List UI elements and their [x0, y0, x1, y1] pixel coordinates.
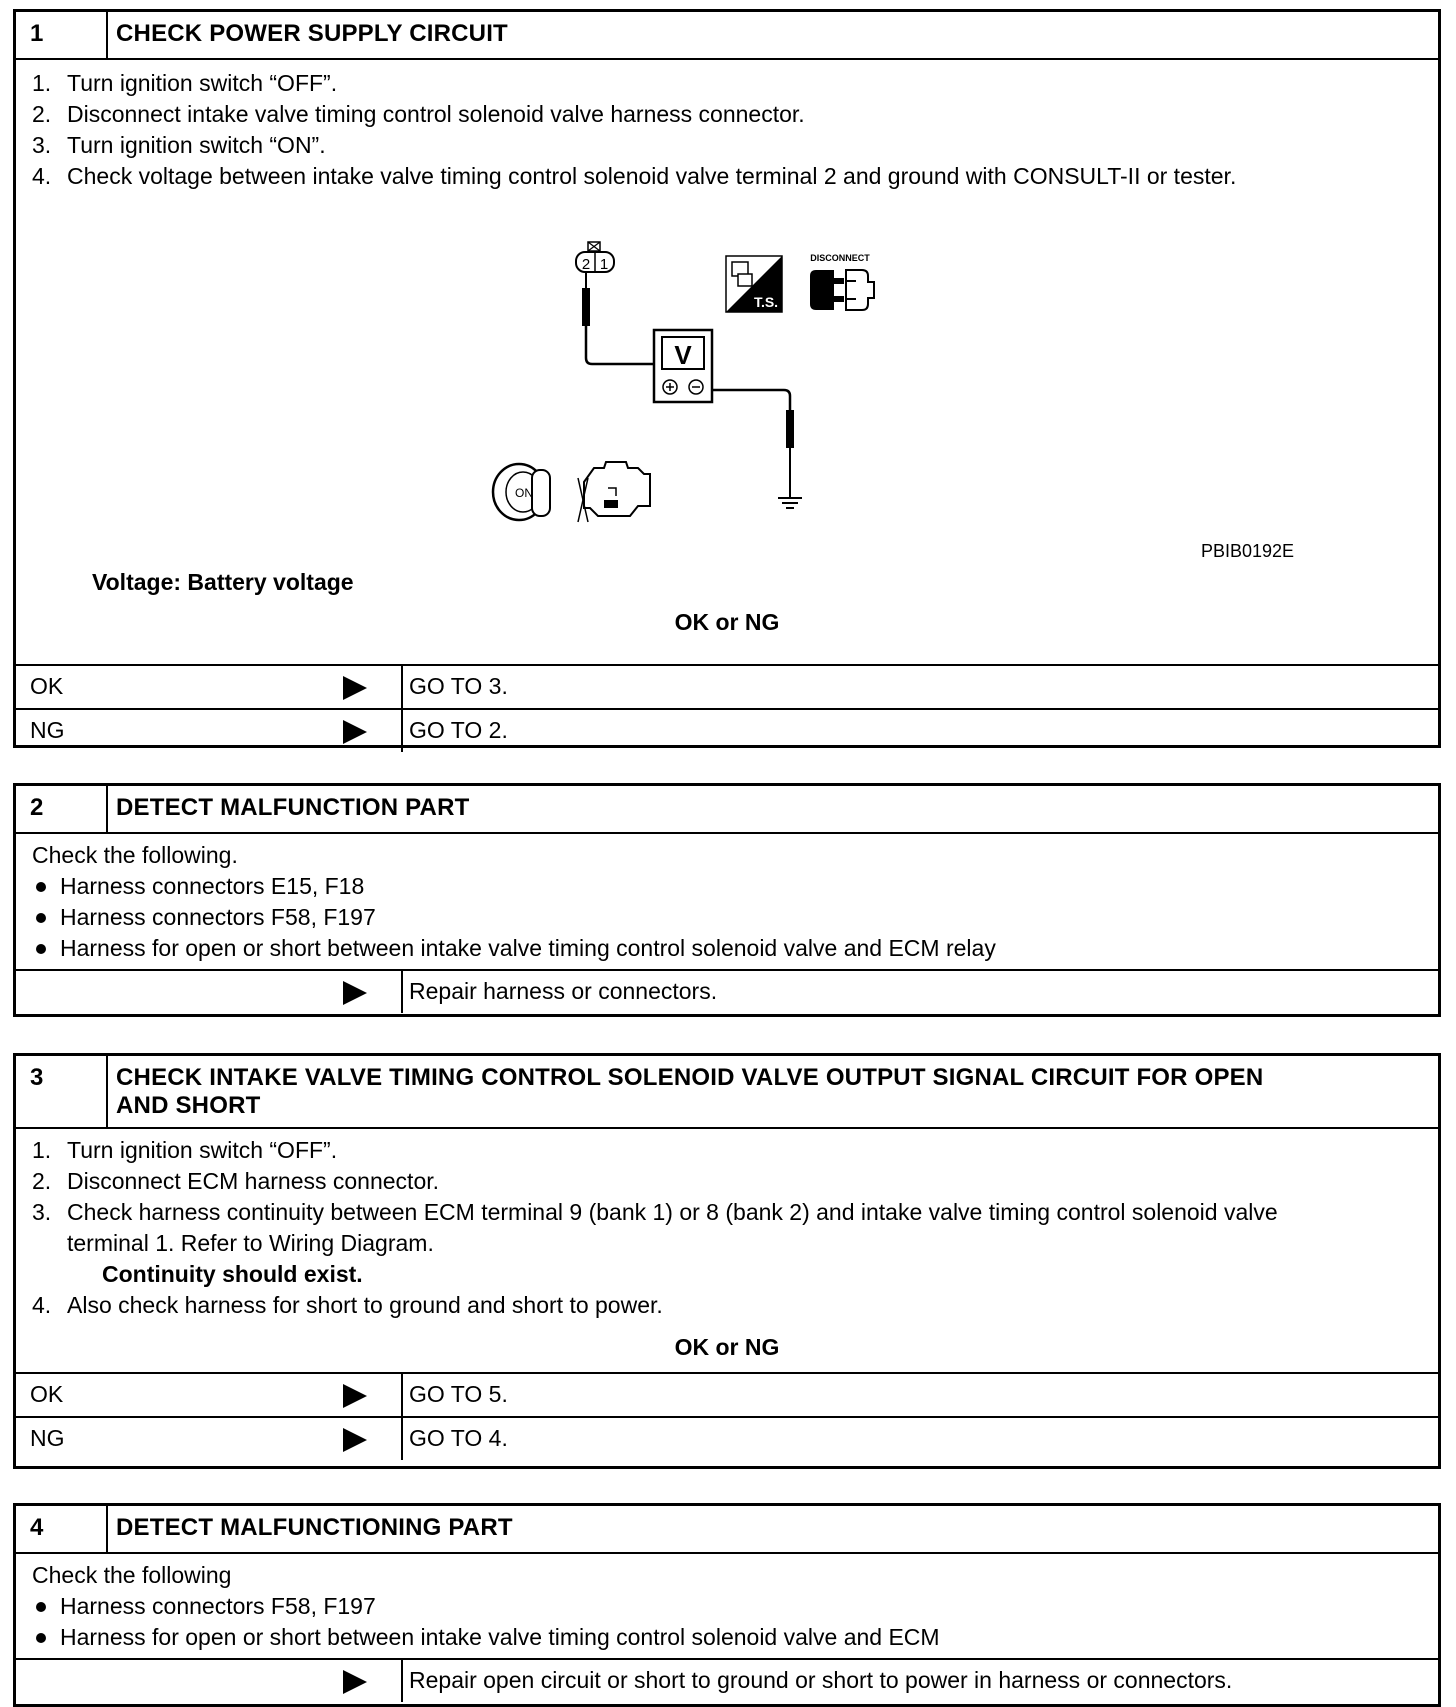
voltage-check-diagram [515, 230, 996, 530]
step-title: DETECT MALFUNCTIONING PART [116, 1514, 513, 1541]
step-4-body: Check the following Harness connectors F58, F197 Harness for open or short between intake valve timing control solenoid valve and ECM [32, 1562, 940, 1650]
connector-pin-2: 2 [581, 256, 591, 273]
step-3-block [13, 1053, 1441, 1469]
step-3-body: 1. Turn ignition switch “OFF”. 2. Disconnect ECM harness connector. 3. Check harness continuity between ECM terminal 9 (bank 1) or 8 (bank 2) and intake valve timing control solenoid valve terminal 1. Refer to Wiring Diagram. Continuity should exist. 4. Also check harness for short to ground and short to power. OK or NG [16, 1129, 1438, 1372]
ok-ng-label: OK or NG [674, 1334, 780, 1360]
arrow-right-icon [343, 1428, 367, 1452]
ok-ng-label: OK or NG [674, 609, 780, 635]
arrow-right-icon [343, 720, 367, 744]
step-number: 2 [16, 786, 108, 832]
step-2-body: Check the following. Harness connectors E15, F18 Harness connectors F58, F197 Harness for open or short between intake valve timing control solenoid valve and ECM relay [32, 842, 996, 961]
voltmeter-icon [654, 330, 712, 402]
result-row: Repair harness or connectors. [16, 969, 1438, 1013]
engine-icon [578, 462, 650, 522]
figure-code: PBIB0192E [1201, 541, 1295, 561]
step-3-header [16, 1056, 1438, 1129]
result-row: Repair open circuit or short to ground or short to power in harness or connectors. [16, 1658, 1438, 1702]
step-number: 4 [16, 1506, 108, 1552]
step-title: DETECT MALFUNCTION PART [116, 794, 470, 821]
svg-text:DISCONNECT: DISCONNECT [810, 253, 870, 263]
ts-icon [726, 256, 782, 312]
svg-text:T.S.: T.S. [753, 294, 779, 310]
connector-icon [576, 242, 614, 273]
arrow-right-icon [343, 1384, 367, 1408]
step-title: CHECK POWER SUPPLY CIRCUIT [116, 20, 508, 47]
spec-text: Continuity should exist. [102, 1261, 363, 1287]
step-2-header [16, 786, 1438, 834]
result-row-ok: OK GO TO 3. [16, 664, 1438, 708]
svg-text:V: V [674, 340, 692, 370]
step-1-header [16, 12, 1438, 60]
arrow-right-icon [343, 676, 367, 700]
step-number: 1 [16, 12, 108, 58]
connector-pin-1: 1 [599, 256, 609, 273]
spec-text: Voltage: Battery voltage [92, 569, 354, 595]
arrow-right-icon [343, 1670, 367, 1694]
step-4-block [13, 1503, 1441, 1707]
intro-text: Check the following [32, 1562, 232, 1588]
arrow-right-icon [343, 981, 367, 1005]
result-row-ng: NG GO TO 4. [16, 1416, 1438, 1460]
ignition-key-on-icon [493, 464, 550, 520]
ground-symbol [778, 498, 802, 508]
intro-text: Check the following. [32, 842, 238, 868]
step-number: 3 [16, 1056, 108, 1127]
result-row-ng: NG GO TO 2. [16, 708, 1438, 752]
step-1-body: 1. Turn ignition switch “OFF”. 2. Disconnect intake valve timing control solenoid valve harness connector. 3. Turn ignition switch “ON”. 4. Check voltage between intake valve timing control solenoid valve terminal 2 and ground with CONSULT-II or tester. 2 1 V T.S. DISCONNECT ON PBIB0192E Voltage: Battery voltage OK or NG [16, 60, 1438, 664]
step-1-block [13, 9, 1441, 748]
step-4-header [16, 1506, 1438, 1554]
step-title: CHECK INTAKE VALVE TIMING CONTROL SOLENOID VALVE OUTPUT SIGNAL CIRCUIT FOR OPEN AND SHORT [116, 1064, 1264, 1119]
result-row-ok: OK GO TO 5. [16, 1372, 1438, 1416]
step-2-block [13, 783, 1441, 1017]
svg-text:ON: ON [515, 486, 533, 500]
disconnect-icon [810, 253, 874, 310]
